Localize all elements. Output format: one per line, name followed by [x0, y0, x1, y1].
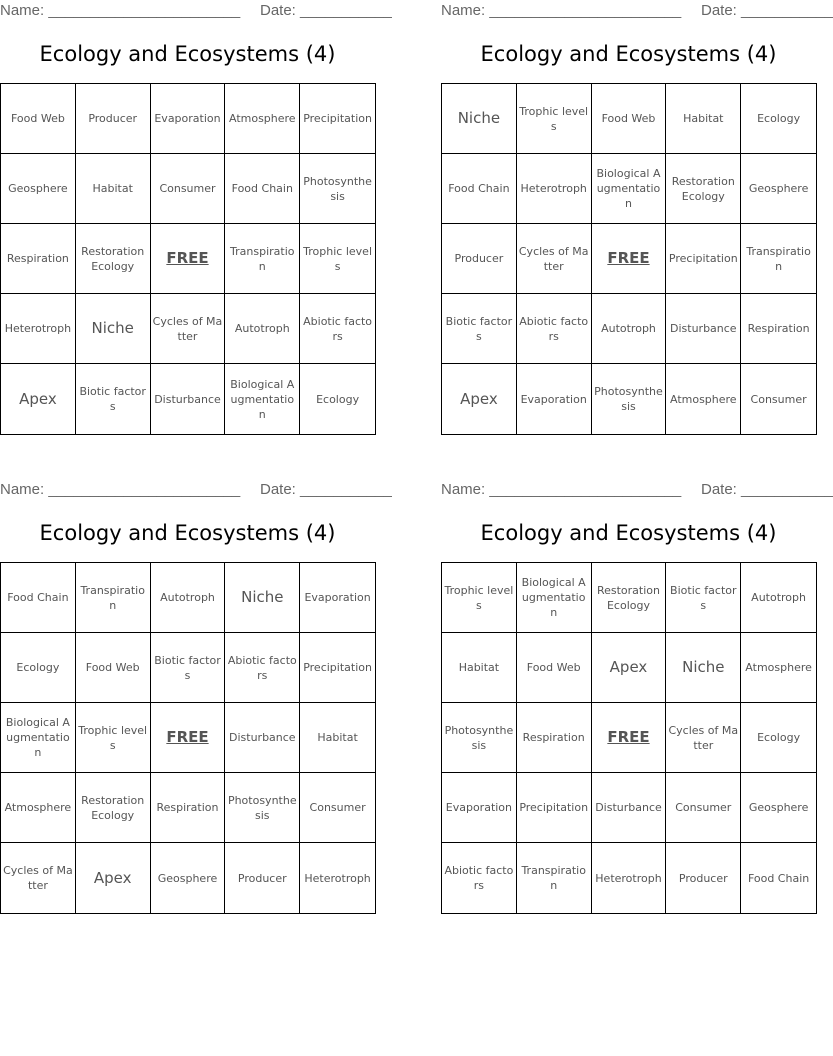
- bingo-cell[interactable]: [1, 563, 76, 633]
- bingo-cell[interactable]: [300, 224, 375, 294]
- bingo-cell[interactable]: [300, 843, 375, 913]
- cell-label: Abiotic factors: [303, 314, 373, 343]
- bingo-cell[interactable]: [225, 154, 300, 224]
- bingo-cell[interactable]: [442, 224, 517, 294]
- cell-label: Atmosphere: [745, 661, 812, 674]
- cell-label: Habitat: [458, 661, 500, 674]
- bingo-cell[interactable]: [442, 633, 517, 703]
- cell-label: Ecology: [757, 112, 801, 125]
- bingo-cell[interactable]: [1, 773, 76, 843]
- cell-label: Abiotic factors: [519, 314, 589, 343]
- bingo-grid: [441, 562, 817, 914]
- bingo-cell[interactable]: [1, 294, 76, 364]
- cell-label: Heterotroph: [4, 322, 72, 335]
- bingo-cell[interactable]: [517, 294, 592, 364]
- bingo-cell[interactable]: [442, 703, 517, 773]
- bingo-cell[interactable]: [741, 563, 816, 633]
- cell-label: Producer: [237, 871, 287, 885]
- bingo-cell[interactable]: [151, 294, 226, 364]
- cell-label: Disturbance: [154, 392, 221, 406]
- bingo-cell[interactable]: [225, 563, 300, 633]
- cell-label: Trophic levels: [444, 583, 514, 612]
- cell-label: Food Web: [601, 112, 656, 125]
- cell-label: Precipitation: [519, 801, 589, 814]
- cell-label: FREE: [607, 249, 650, 267]
- bingo-cell[interactable]: [741, 703, 816, 773]
- cell-label: Precipitation: [668, 252, 738, 265]
- bingo-cell[interactable]: [76, 843, 151, 913]
- bingo-cell[interactable]: [300, 154, 375, 224]
- cell-label: Respiration: [6, 252, 69, 265]
- cell-label: Apex: [460, 389, 498, 408]
- cell-label: Geosphere: [8, 182, 68, 195]
- bingo-card-1: [0, 0, 392, 421]
- bingo-grid: [0, 562, 376, 914]
- bingo-cell[interactable]: [666, 703, 741, 773]
- cell-label: Atmosphere: [4, 801, 72, 814]
- bingo-cell[interactable]: [592, 563, 667, 633]
- bingo-cell[interactable]: [666, 364, 741, 434]
- cell-label: Habitat: [317, 731, 358, 744]
- bingo-cell[interactable]: [592, 633, 667, 703]
- bingo-cell[interactable]: [442, 154, 517, 224]
- cell-label: Restoration Ecology: [81, 244, 145, 273]
- bingo-cell[interactable]: [442, 294, 517, 364]
- bingo-cell[interactable]: [151, 563, 226, 633]
- cell-label: Food Chain: [747, 871, 810, 885]
- card-title: Ecology and Ecosystems (4): [480, 521, 777, 545]
- cell-label: Habitat: [92, 182, 133, 195]
- cell-label: Food Chain: [7, 591, 69, 604]
- date-field[interactable]: Date: ___________: [701, 481, 833, 498]
- bingo-cell[interactable]: [666, 843, 741, 913]
- bingo-cell[interactable]: [666, 294, 741, 364]
- bingo-card-3: [0, 479, 392, 892]
- bingo-cell[interactable]: [517, 703, 592, 773]
- cell-label: Food Web: [526, 661, 581, 674]
- cell-label: Autotroph: [160, 591, 215, 604]
- cell-label: Producer: [88, 112, 138, 125]
- cell-label: Photosynthesis: [227, 793, 297, 822]
- name-field[interactable]: Name: _______________________: [0, 481, 241, 498]
- bingo-cell[interactable]: [225, 703, 300, 773]
- cell-label: Disturbance: [670, 322, 737, 335]
- bingo-cell[interactable]: [1, 224, 76, 294]
- bingo-cell[interactable]: [592, 294, 667, 364]
- bingo-cell[interactable]: [592, 773, 667, 843]
- bingo-cell[interactable]: [592, 84, 667, 154]
- cell-label: Niche: [91, 319, 134, 337]
- date-field[interactable]: Date: ___________: [701, 2, 833, 19]
- cell-label: FREE: [166, 728, 209, 746]
- cell-label: Evaporation: [304, 591, 371, 604]
- cell-label: Biological Augmentation: [5, 716, 70, 759]
- cell-label: Restoration Ecology: [671, 174, 735, 203]
- bingo-cell[interactable]: [300, 563, 375, 633]
- bingo-cell[interactable]: [300, 773, 375, 843]
- name-date-line: [441, 479, 833, 501]
- bingo-cell[interactable]: [1, 364, 76, 434]
- cell-label: Niche: [682, 658, 725, 676]
- cell-label: Photosynthesis: [303, 174, 372, 203]
- bingo-card-2: [441, 0, 833, 413]
- cell-label: Cycles of Matter: [3, 864, 73, 892]
- bingo-cell[interactable]: [1, 84, 76, 154]
- cell-label: Consumer: [675, 801, 732, 814]
- free-space-cell[interactable]: [592, 224, 667, 294]
- bingo-cell[interactable]: [666, 84, 741, 154]
- cell-label: Apex: [19, 389, 57, 408]
- bingo-cell[interactable]: [76, 563, 151, 633]
- cell-label: Respiration: [156, 801, 219, 814]
- bingo-cell[interactable]: [151, 773, 226, 843]
- cell-label: Trophic levels: [519, 104, 589, 133]
- cell-label: Consumer: [309, 801, 366, 814]
- cell-label: Habitat: [683, 112, 724, 125]
- cell-label: Biotic factors: [445, 314, 513, 343]
- cell-label: Biotic factors: [670, 583, 737, 612]
- bingo-cell[interactable]: [592, 364, 667, 434]
- bingo-cell[interactable]: [741, 843, 816, 913]
- bingo-cell[interactable]: [76, 773, 151, 843]
- bingo-cell[interactable]: [300, 294, 375, 364]
- bingo-cell[interactable]: [517, 633, 592, 703]
- bingo-cell[interactable]: [741, 224, 816, 294]
- name-date-line: [0, 479, 392, 501]
- name-field[interactable]: Name: _______________________: [441, 2, 682, 19]
- bingo-cell[interactable]: [666, 773, 741, 843]
- bingo-cell[interactable]: [517, 364, 592, 434]
- cell-label: Geosphere: [748, 801, 809, 814]
- bingo-cell[interactable]: [517, 154, 592, 224]
- cell-label: Cycles of Matter: [152, 314, 223, 343]
- cell-label: Autotroph: [234, 322, 290, 335]
- cell-label: Precipitation: [303, 661, 372, 674]
- cell-label: Respiration: [522, 731, 585, 744]
- cell-label: Abiotic factors: [444, 864, 514, 892]
- cell-label: Cycles of Matter: [668, 723, 739, 752]
- cell-label: Biotic factors: [154, 653, 221, 682]
- cell-label: Geosphere: [748, 182, 809, 195]
- cell-label: Heterotroph: [520, 182, 587, 195]
- bingo-cell[interactable]: [592, 843, 667, 913]
- bingo-cell[interactable]: [442, 843, 517, 913]
- bingo-cell[interactable]: [741, 294, 816, 364]
- bingo-cell[interactable]: [151, 364, 226, 434]
- date-field[interactable]: Date: ___________: [260, 2, 392, 19]
- bingo-cell[interactable]: [517, 563, 592, 633]
- bingo-cell[interactable]: [1, 154, 76, 224]
- cell-label: Ecology: [757, 731, 801, 744]
- bingo-cell[interactable]: [442, 773, 517, 843]
- bingo-cell[interactable]: [741, 154, 816, 224]
- cell-label: Heterotroph: [595, 871, 662, 885]
- bingo-cell[interactable]: [225, 633, 300, 703]
- cell-label: Geosphere: [157, 871, 218, 885]
- cell-label: Consumer: [750, 392, 807, 406]
- free-space-cell[interactable]: [151, 703, 226, 773]
- cell-label: Disturbance: [229, 731, 296, 744]
- bingo-cell[interactable]: [225, 84, 300, 154]
- bingo-grid: [0, 83, 376, 435]
- cell-label: Cycles of Matter: [518, 244, 589, 273]
- cell-label: Producer: [454, 252, 504, 265]
- cell-label: Precipitation: [303, 112, 372, 125]
- date-field[interactable]: Date: ___________: [260, 481, 392, 498]
- cell-label: Photosynthesis: [444, 723, 514, 752]
- cell-label: Evaporation: [520, 392, 587, 406]
- cell-label: FREE: [607, 728, 650, 746]
- name-date-line: [0, 0, 392, 22]
- cell-label: Biological Augmentation: [596, 167, 661, 210]
- cell-label: Food Web: [85, 661, 140, 674]
- cell-label: Restoration Ecology: [596, 583, 660, 612]
- bingo-cell[interactable]: [442, 364, 517, 434]
- cell-label: Apex: [93, 868, 132, 887]
- cell-label: Autotroph: [601, 322, 656, 335]
- name-field[interactable]: Name: _______________________: [441, 481, 682, 498]
- bingo-cell[interactable]: [76, 224, 151, 294]
- cell-label: Atmosphere: [228, 112, 296, 125]
- cell-label: Atmosphere: [669, 392, 737, 406]
- cell-label: Food Chain: [448, 182, 510, 195]
- bingo-cell[interactable]: [76, 633, 151, 703]
- cell-label: Transpiration: [521, 864, 586, 892]
- cell-label: FREE: [166, 249, 209, 267]
- bingo-cell[interactable]: [76, 154, 151, 224]
- free-space-cell[interactable]: [592, 703, 667, 773]
- bingo-cell[interactable]: [76, 84, 151, 154]
- cell-label: Abiotic factors: [227, 653, 297, 682]
- bingo-cell[interactable]: [225, 364, 300, 434]
- bingo-cell[interactable]: [517, 224, 592, 294]
- cell-label: Trophic levels: [78, 723, 148, 752]
- card-title: Ecology and Ecosystems (4): [39, 42, 336, 66]
- bingo-cell[interactable]: [300, 364, 375, 434]
- bingo-cell[interactable]: [741, 633, 816, 703]
- cell-label: Evaporation: [154, 112, 221, 125]
- cell-label: Biological Augmentation: [230, 377, 295, 421]
- bingo-cell[interactable]: [76, 294, 151, 364]
- card-title: Ecology and Ecosystems (4): [39, 521, 336, 545]
- name-field[interactable]: Name: _______________________: [0, 2, 241, 19]
- bingo-cell[interactable]: [592, 154, 667, 224]
- bingo-cell[interactable]: [666, 633, 741, 703]
- bingo-cell[interactable]: [741, 364, 816, 434]
- cell-label: Ecology: [16, 661, 60, 674]
- cell-label: Niche: [457, 109, 501, 127]
- cell-label: Evaporation: [445, 801, 513, 814]
- free-space-cell[interactable]: [151, 224, 226, 294]
- bingo-cell[interactable]: [151, 633, 226, 703]
- bingo-cell[interactable]: [300, 703, 375, 773]
- bingo-cell[interactable]: [517, 84, 592, 154]
- cell-label: Ecology: [316, 392, 360, 406]
- bingo-cell[interactable]: [666, 224, 741, 294]
- card-title: Ecology and Ecosystems (4): [480, 42, 777, 66]
- bingo-cell[interactable]: [225, 843, 300, 913]
- bingo-cell[interactable]: [76, 703, 151, 773]
- bingo-cell[interactable]: [225, 773, 300, 843]
- bingo-cell[interactable]: [151, 843, 226, 913]
- cell-label: Biological Augmentation: [521, 576, 586, 619]
- bingo-cell[interactable]: [666, 563, 741, 633]
- cell-label: Photosynthesis: [594, 385, 663, 413]
- bingo-cell[interactable]: [442, 563, 517, 633]
- cell-label: Autotroph: [751, 591, 806, 604]
- bingo-cell[interactable]: [151, 84, 226, 154]
- cell-label: Consumer: [159, 182, 216, 195]
- cell-label: Trophic levels: [303, 244, 372, 273]
- cell-label: Niche: [241, 588, 284, 606]
- cell-label: Food Web: [10, 112, 65, 125]
- cell-label: Transpiration: [80, 583, 145, 612]
- cell-label: Food Chain: [231, 182, 293, 195]
- cell-label: Restoration Ecology: [81, 793, 145, 822]
- bingo-cell[interactable]: [517, 843, 592, 913]
- bingo-cell[interactable]: [442, 84, 517, 154]
- bingo-cell[interactable]: [1, 633, 76, 703]
- cell-label: Producer: [678, 871, 728, 885]
- bingo-cell[interactable]: [225, 224, 300, 294]
- bingo-card-4: [441, 479, 833, 892]
- cell-label: Transpiration: [230, 244, 295, 273]
- bingo-cell[interactable]: [76, 364, 151, 434]
- cell-label: Transpiration: [746, 244, 811, 273]
- cell-label: Apex: [609, 658, 648, 676]
- bingo-cell[interactable]: [1, 843, 76, 913]
- cell-label: Biotic factors: [79, 385, 146, 413]
- cell-label: Respiration: [747, 322, 810, 335]
- bingo-cell[interactable]: [300, 84, 375, 154]
- bingo-cell[interactable]: [1, 703, 76, 773]
- bingo-cell[interactable]: [225, 294, 300, 364]
- bingo-cell[interactable]: [151, 154, 226, 224]
- bingo-cell[interactable]: [666, 154, 741, 224]
- name-date-line: [441, 0, 833, 22]
- cell-label: Heterotroph: [304, 871, 371, 885]
- bingo-cell[interactable]: [517, 773, 592, 843]
- cell-label: Disturbance: [595, 801, 662, 814]
- bingo-cell[interactable]: [741, 773, 816, 843]
- bingo-grid: [441, 83, 817, 435]
- bingo-cell[interactable]: [300, 633, 375, 703]
- bingo-cell[interactable]: [741, 84, 816, 154]
